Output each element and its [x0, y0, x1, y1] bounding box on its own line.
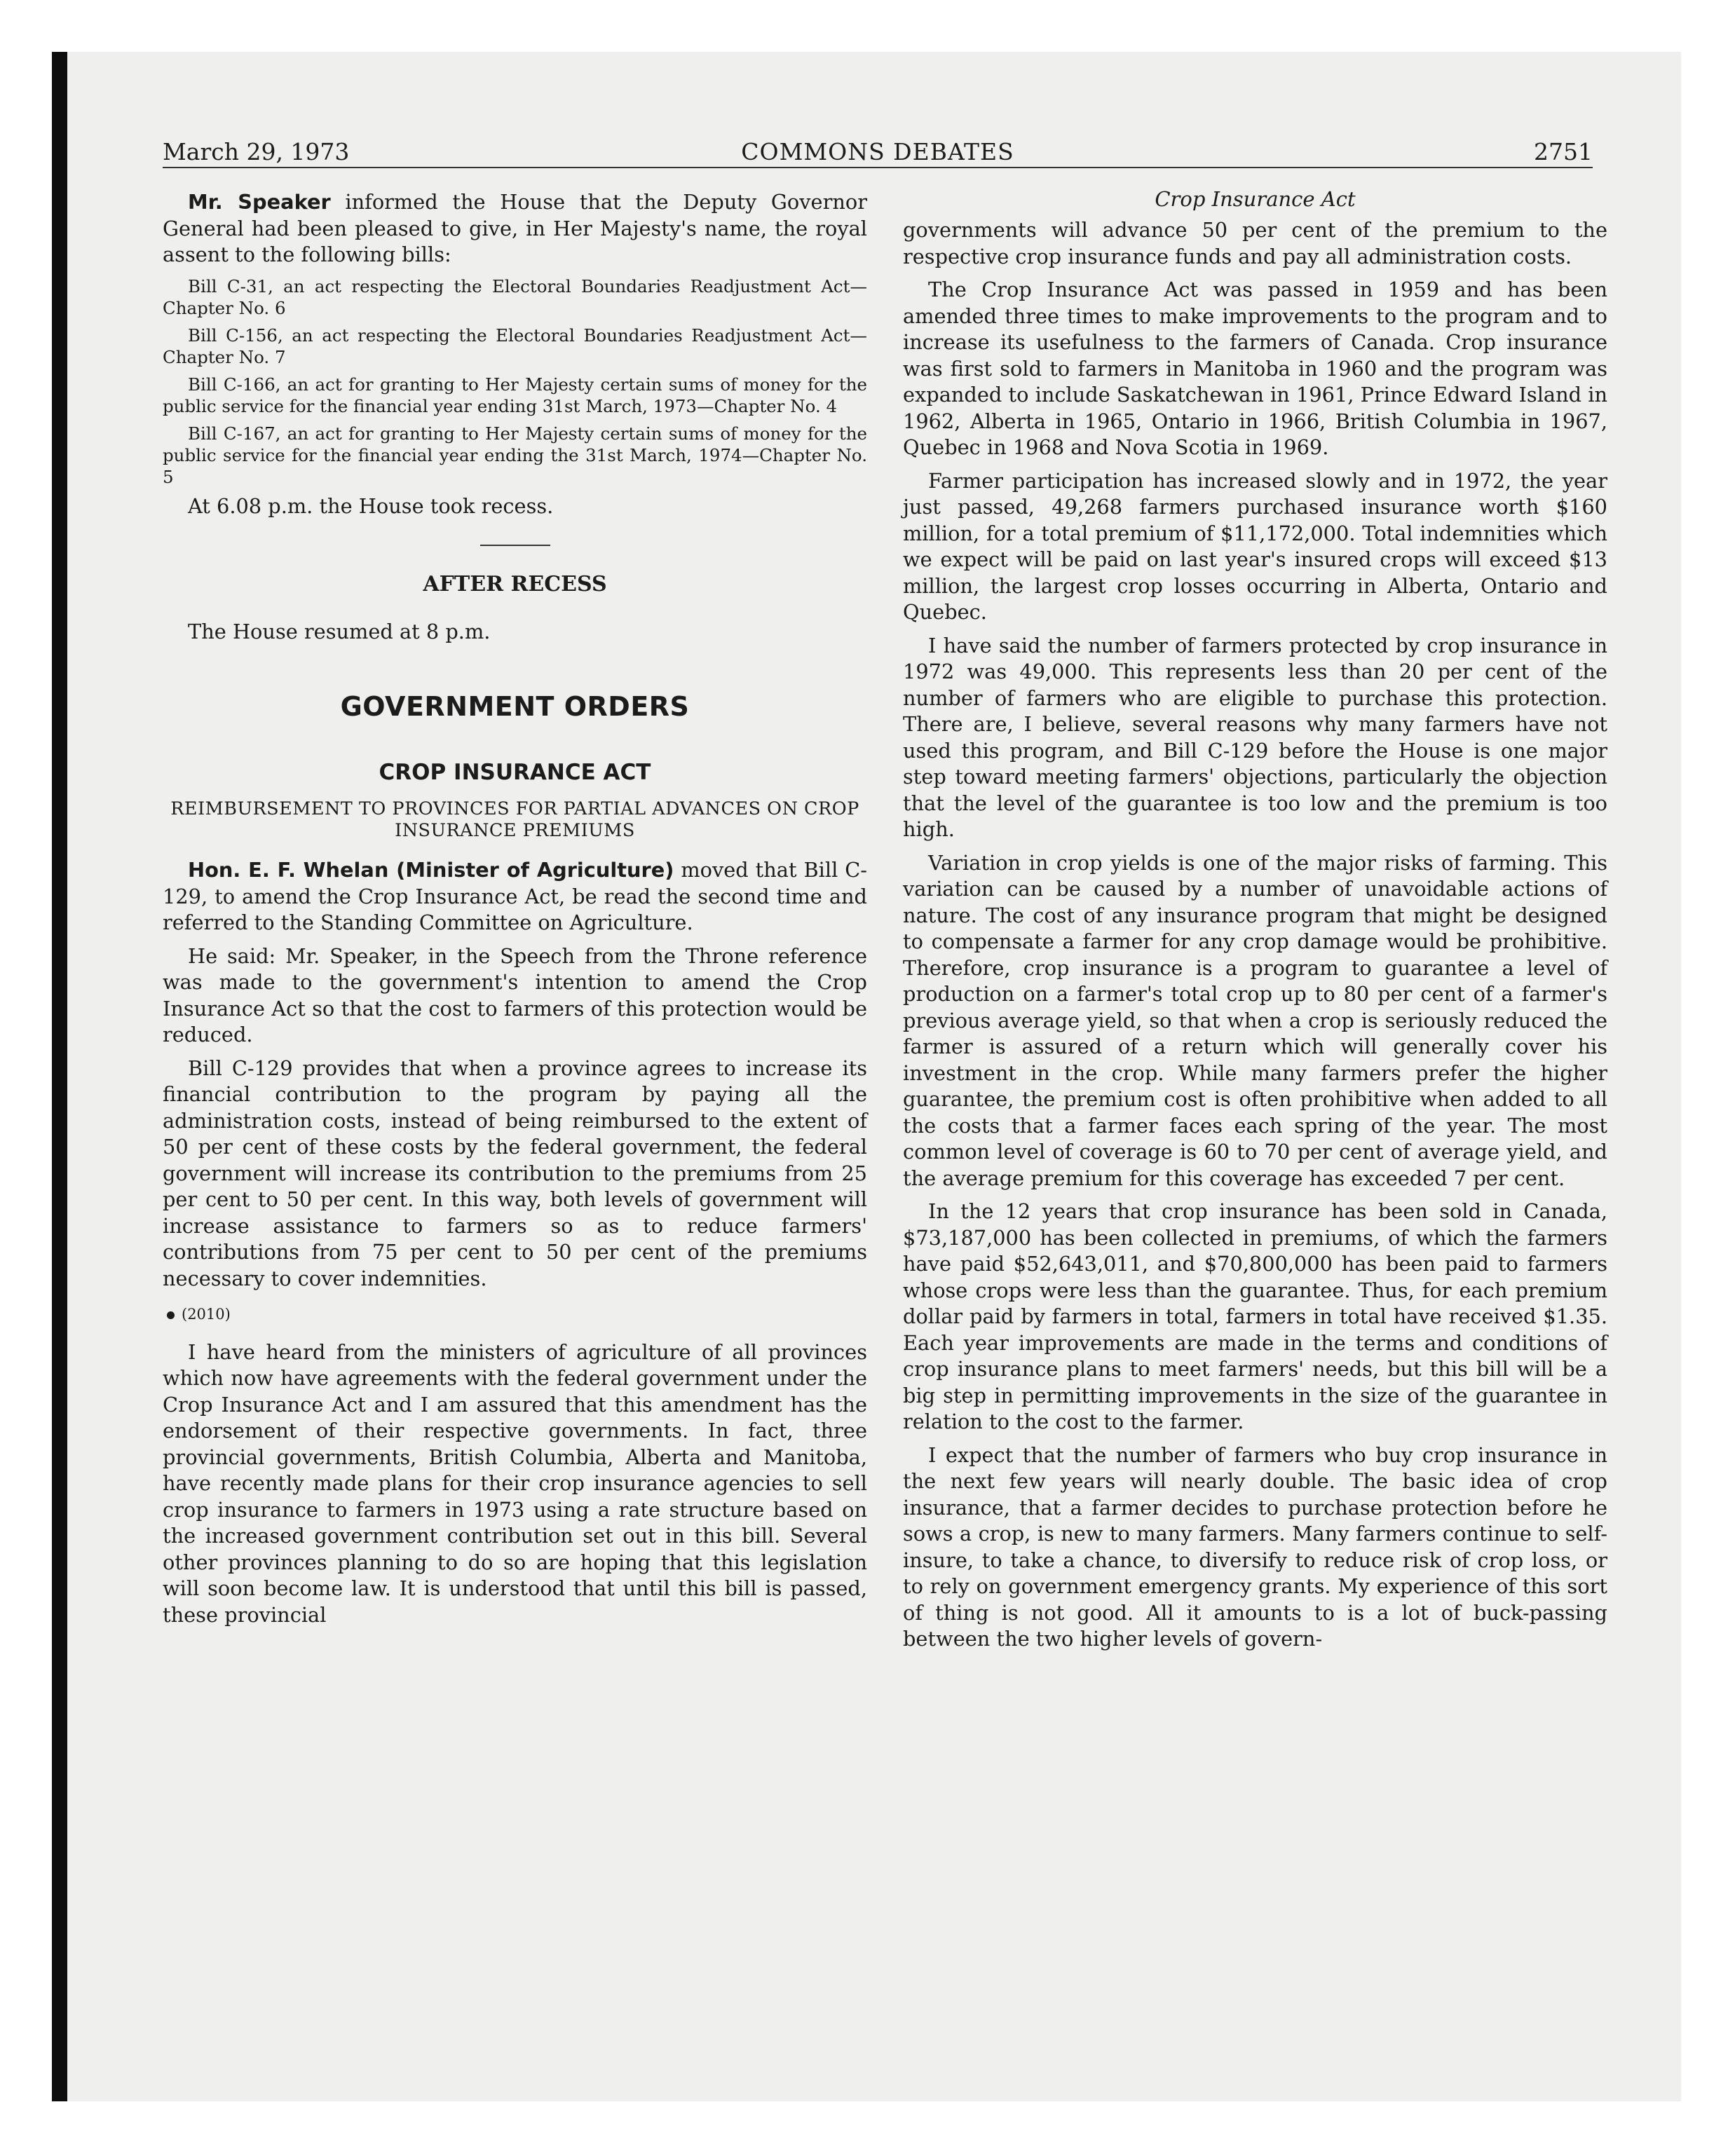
header-title: COMMONS DEBATES	[741, 138, 1014, 165]
header-date: March 29, 1973	[163, 138, 350, 165]
speaker-name: Mr. Speaker	[188, 190, 331, 214]
minister-name: Hon. E. F. Whelan (Minister of Agriculture)	[188, 858, 674, 882]
after-recess-heading: AFTER RECESS	[423, 572, 607, 596]
motion-paragraph	[163, 857, 867, 936]
running-caption: Crop Insurance Act	[1155, 187, 1356, 211]
yield-variation-paragraph: Variation in crop yields is one of the major risks of farming. This variation can be caused by a number of unavoidable actions of nature. The cost of any insurance program that might be designed to compensate a farmer for any crop damage would be prohibitive. Therefore, crop insurance is a program to guarantee a level of production on a farmer's total crop up to 80 per cent of a farmer's previous average yield, so that when a crop is seriously reduced the farmer is assured of a return which will generally cover his investment in the crop. While many farmers prefer the higher guarantee, the premium cost is often prohibitive when added to all the costs that a farmer faces each spring of the year. The most common level of coverage is 60 to 70 per cent of average yield, and the average premium for this coverage has exceeded 7 per cent.	[903, 850, 1607, 1190]
participation-paragraph: Farmer participation has increased slowly and in 1972, the year just passed, 49,268 farmers purchased insurance worth $160 million, for a total premium of $11,172,000. Total indemnities which we expect will be paid on last year's insured crops will exceed $13 million, the largest crop losses occurring in Alberta, Ontario and Quebec.	[903, 468, 1607, 624]
recess-paragraph: At 6.08 p.m. the House took recess.	[188, 493, 554, 518]
act-history-paragraph: The Crop Insurance Act was passed in 1959 and has been amended three times to make improvements to the program and to increase its usefulness to the farmers of Canada. Crop insurance was first sold to farmers in Manitoba in 1960 and the program was expanded to include Saskatchewan in 1961, Prince Edward Island in 1962, Alberta in 1965, Ontario in 1966, British Columbia in 1967, Quebec in 1968 and Nova Scotia in 1969.	[903, 278, 1607, 459]
bullet-icon	[167, 1311, 175, 1319]
bill-item: Bill C-156, an act respecting the Electoral Boundaries Readjustment Act—Chapter No. 7	[163, 325, 867, 367]
motion-text: moved that Bill C-129, to amend the Crop Insurance Act, be read the second time and referred to the Standing Committee on Agriculture.	[163, 858, 867, 934]
ministers-heard-paragraph: I have heard from the ministers of agriculture of all provinces which now have agreements with the federal government under the Crop Insurance Act and I am assured that this amendment has the endorsement of their respective governments. In fact, three provincial governments, British Columbia, Alberta and Manitoba, have recently made plans for their crop insurance agencies to sell crop insurance to farmers in 1973 using a rate structure based on the increased government contribution set out in this bill. Several other provinces planning to do so are hoping that this legislation will soon become law. It is understood that until this bill is passed, these provincial	[163, 1339, 867, 1627]
premiums-history-paragraph: In the 12 years that crop insurance has been sold in Canada, $73,187,000 has been collected in premiums, of which the farmers have paid $52,643,011, and $70,800,000 has been paid to farmers whose crops were less than the guarantee. Thus, for each premium dollar paid by farmers in total, farmers in total have received $1.35. Each year improvements are made in the terms and conditions of crop insurance plans to meet farmers' needs, but this bill will be a big step in permitting improvements in the size of the guarantee in relation to the cost to the farmer.	[903, 1199, 1607, 1433]
resumed-paragraph: The House resumed at 8 p.m.	[188, 619, 491, 643]
header-page-number: 2751	[1534, 138, 1593, 165]
bill-item: Bill C-31, an act respecting the Electoral Boundaries Readjustment Act—Chapter No. 6	[163, 275, 867, 318]
act-subtitle-heading: REIMBURSEMENT TO PROVINCES FOR PARTIAL ADVANCES ON CROP INSURANCE PREMIUMS	[170, 798, 859, 841]
time-marker	[167, 1302, 867, 1328]
royal-assent-paragraph	[163, 189, 867, 268]
royal-assent-text: informed the House that the Deputy Governor General had been pleased to give, in Her Majesty's name, the royal assent to the following bills:	[163, 190, 867, 266]
expectation-paragraph: I expect that the number of farmers who buy crop insurance in the next few years will nearly double. The basic idea of crop insurance, that a farmer decides to purchase protection before he sows a crop, is new to many farmers. Many farmers continue to self-insure, to take a chance, to diversify to reduce risk of crop loss, or to rely on government emergency grants. My experience of this sort of thing is not good. All it amounts to is a lot of buck-passing between the two higher levels of govern-	[903, 1442, 1607, 1651]
right-column	[903, 189, 1607, 1660]
act-title-heading: CROP INSURANCE ACT	[379, 759, 651, 785]
section-divider	[480, 545, 550, 546]
left-column	[163, 189, 867, 1635]
page-header	[163, 135, 1593, 168]
scan-edge-shadow	[52, 52, 67, 2101]
farmers-protected-paragraph: I have said the number of farmers protected by crop insurance in 1972 was 49,000. This represents less than 20 per cent of the number of farmers who are eligible to purchase this protection. There are, I believe, several reasons why many farmers have not used this program, and Bill C-129 before the House is one major step toward meeting farmers' objections, particularly the objection that the level of the guarantee is too low and the premium is too high.	[903, 633, 1607, 841]
time-marker-text: (2010)	[182, 1306, 231, 1323]
continued-paragraph: governments will advance 50 per cent of the premium to the respective crop insurance funds and pay all administration costs.	[903, 218, 1607, 268]
bill-provides-paragraph: Bill C-129 provides that when a province agrees to increase its financial contribution to the program by paying all the administration costs, instead of being reimbursed to the extent of 50 per cent of these costs by the federal government, the federal government will increase its contribution to the premiums from 25 per cent to 50 per cent. In this way, both levels of government will increase assistance to farmers so as to reduce farmers' contributions from 75 per cent to 50 per cent of the premiums necessary to cover indemnities.	[163, 1056, 867, 1290]
bill-item: Bill C-167, an act for granting to Her Majesty certain sums of money for the public service for the financial year ending the 31st March, 1974—Chapter No. 5	[163, 423, 867, 487]
bill-item: Bill C-166, an act for granting to Her Majesty certain sums of money for the public service for the financial year ending 31st March, 1973—Chapter No. 4	[163, 374, 867, 416]
speech-paragraph: He said: Mr. Speaker, in the Speech from the Throne reference was made to the government's intention to amend the Crop Insurance Act so that the cost to farmers of this protection would be reduced.	[163, 943, 867, 1046]
government-orders-heading: GOVERNMENT ORDERS	[340, 691, 690, 722]
